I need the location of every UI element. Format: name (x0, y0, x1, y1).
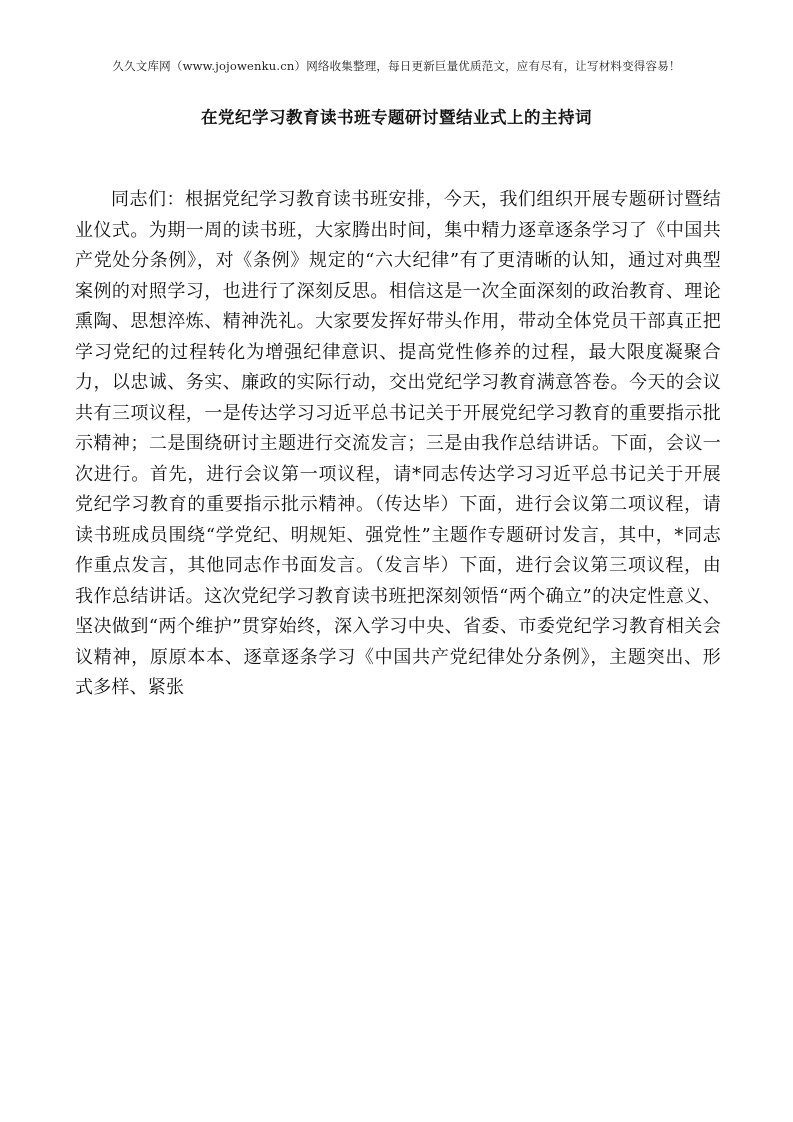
header-note: 久久文库网（www.jojowenku.cn）网络收集整理，每日更新巨量优质范文，应有尽有，让写材料变得容易！ (112, 59, 681, 73)
document-title: 在党纪学习教育读书班专题研讨暨结业式上的主持词 (201, 108, 592, 127)
body-paragraph: 同志们：根据党纪学习教育读书班安排，今天，我们组织开展专题研讨暨结业仪式。为期一周的读书班，大家腾出时间，集中精力逐章逐条学习了《中国共产党处分条例》，对《条例》规定的“六大纪律”有了更清晰的认知，通过对典型案例的对照学习，也进行了深刻反思。相信这是一次全面深刻的政治教育、理论熏陶、思想淬炼、精神洗礼。大家要发挥好带头作用，带动全体党员干部真正把学习党纪的过程转化为增强纪律意识、提高党性修养的过程，最大限度凝聚合力，以忠诚、务实、廉政的实际行动，交出党纪学习教育满意答卷。今天的会议共有三项议程，一是传达学习习近平总书记关于开展党纪学习教育的重要指示批示精神；二是围绕研讨主题进行交流发言；三是由我作总结讲话。下面，会议一次进行。首先，进行会议第一项议程，请*同志传达学习习近平总书记关于开展党纪学习教育的重要指示批示精神。（传达毕）下面，进行会议第二项议程，请读书班成员围绕“学党纪、明规矩、强党性”主题作专题研讨发言，其中，*同志作重点发言，其他同志作书面发言。（发言毕）下面，进行会议第三项议程，由我作总结讲话。这次党纪学习教育读书班把深刻领悟“两个确立”的决定性意义、坚决做到“两个维护”贯穿始终，深入学习中央、省委、市委党纪学习教育相关会议精神，原原本本、逐章逐条学习《中国共产党纪律处分条例》，主题突出、形式多样、紧张 (75, 189, 721, 698)
